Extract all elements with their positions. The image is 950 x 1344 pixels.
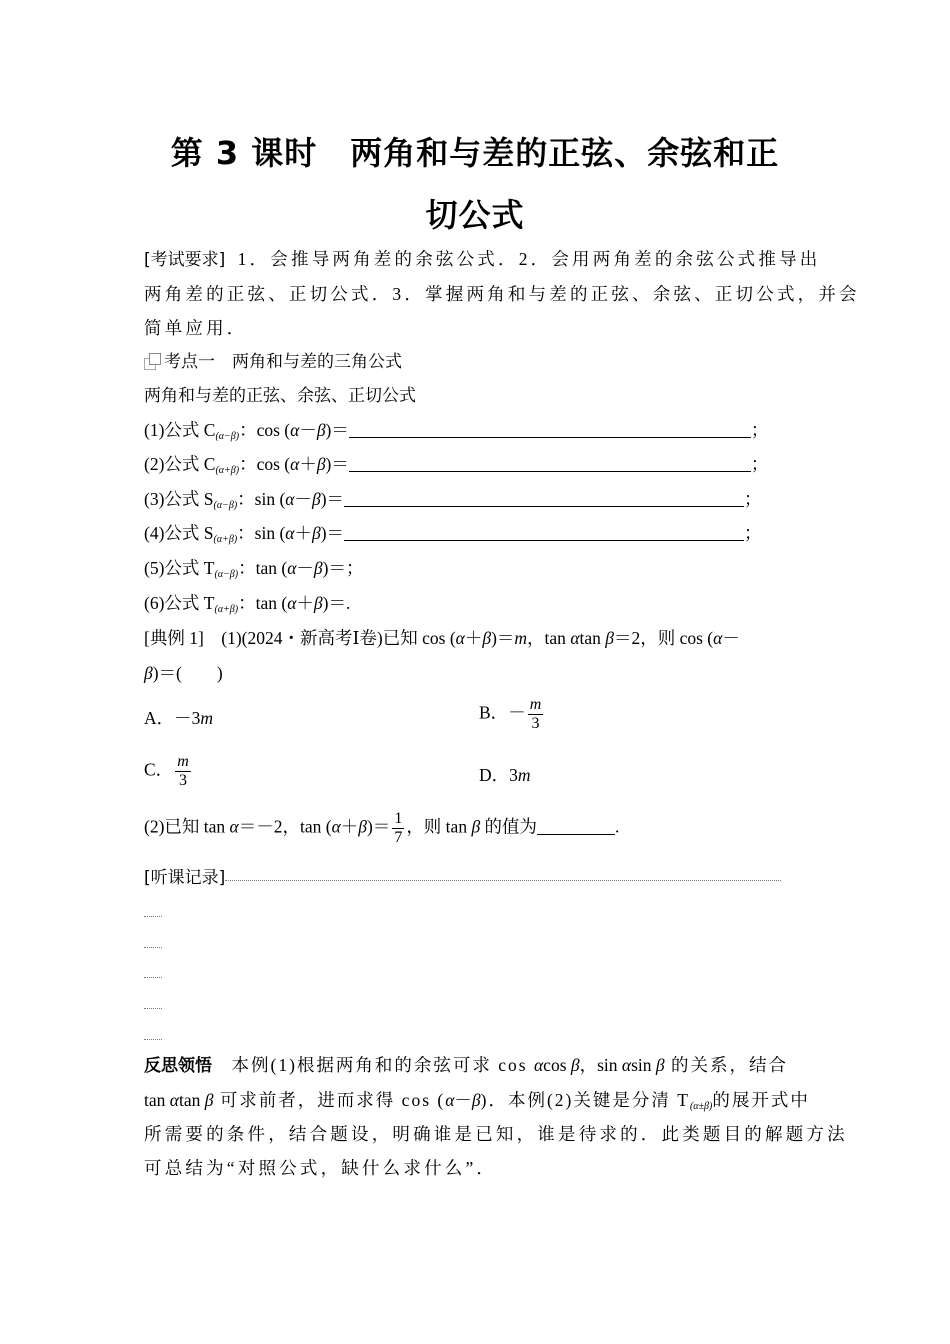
page-title-line-1: 第 3 课时 两角和与差的正弦、余弦和正: [170, 134, 780, 172]
requirements-label: [考试要求]: [144, 250, 226, 270]
notes-line-short[interactable]: [144, 977, 162, 978]
page-title-line-2: 切公式: [425, 196, 525, 234]
example-1-question-2: (2)已知 tan α＝－2，tan (α＋β)＝ $\frac{1}{7}$ ，则 tan β 的值为 .: [144, 810, 620, 846]
formula-4: (4)公式 $S_{(\alpha+\beta)}$：sin (α＋β)＝ ；: [144, 523, 762, 545]
formula-6: (6)公式 $T_{(\alpha+\beta)}$：tan (α＋β)＝.: [144, 593, 351, 615]
formula-2: (2)公式 $C_{(\alpha+\beta)}$：cos (α＋β)＝ ；: [144, 454, 769, 476]
option-c[interactable]: C． $\frac{m}{3}$: [144, 753, 189, 789]
answer-blank[interactable]: [349, 455, 751, 472]
answer-blank[interactable]: [349, 421, 751, 438]
requirements-line-3: 简单应用．: [144, 318, 248, 338]
notes-line-short[interactable]: [144, 1039, 162, 1040]
notes-line[interactable]: [225, 880, 781, 881]
formula-1: (1)公式 $C_{(\alpha-\beta)}$：cos (α－β)＝ ；: [144, 420, 769, 442]
answer-blank[interactable]: [344, 490, 744, 507]
notes-label: [听课记录]: [144, 868, 226, 888]
reflection-line-4: 可总结为“对照公式，缺什么求什么”．: [144, 1158, 498, 1178]
section-subheading: 两角和与差的正弦、余弦、正切公式: [144, 386, 416, 406]
reflection-line-1: 反思领悟 本例(1)根据两角和的余弦可求 cos αcos β，sin αsin β 的关系，结合: [144, 1055, 788, 1076]
formula-3: (3)公式 $S_{(\alpha-\beta)}$：sin (α－β)＝ ；: [144, 489, 762, 511]
option-a[interactable]: A．－3m: [144, 708, 214, 728]
notes-section: [144, 866, 781, 890]
answer-blank[interactable]: [537, 818, 615, 835]
example-1-question-1-cont: β)＝( ): [144, 663, 223, 683]
section-heading: 考点一 两角和与差的三角公式: [144, 350, 402, 374]
formula-5: (5)公式 $T_{(\alpha-\beta)}$：tan (α－β)＝；: [144, 558, 364, 580]
reflection-line-2: tan αtan β 可求前者，进而求得 cos (α－β)．本例(2)关键是分清 $T_{(\alpha\pm\beta)}$的展开式中: [144, 1090, 810, 1112]
example-label: [典例 1]: [144, 628, 204, 648]
requirements-line-2: 两角差的正弦、正切公式．3．掌握两角和与差的正弦、余弦、正切公式，并会: [144, 284, 860, 304]
notes-line-short[interactable]: [144, 1008, 162, 1009]
reflection-label: 反思领悟: [144, 1056, 212, 1076]
option-d[interactable]: D．3m: [479, 765, 531, 785]
notes-line-short[interactable]: [144, 947, 162, 948]
answer-blank[interactable]: [344, 524, 744, 541]
example-1-question-1: [典例 1] (1)(2024・新高考Ⅰ卷)已知 cos (α＋β)＝m，tan αtan β＝2，则 cos (α－: [144, 628, 740, 648]
notes-line-short[interactable]: [144, 916, 162, 917]
section-marker-icon: [144, 353, 162, 369]
option-b[interactable]: B．－ $\frac{m}{3}$: [479, 696, 542, 732]
reflection-line-3: 所需要的条件，结合题设，明确谁是已知，谁是待求的．此类题目的解题方法: [144, 1124, 848, 1144]
requirements-line-1: [考试要求] 1．会推导两角差的余弦公式．2．会用两角差的余弦公式推导出: [144, 249, 821, 270]
